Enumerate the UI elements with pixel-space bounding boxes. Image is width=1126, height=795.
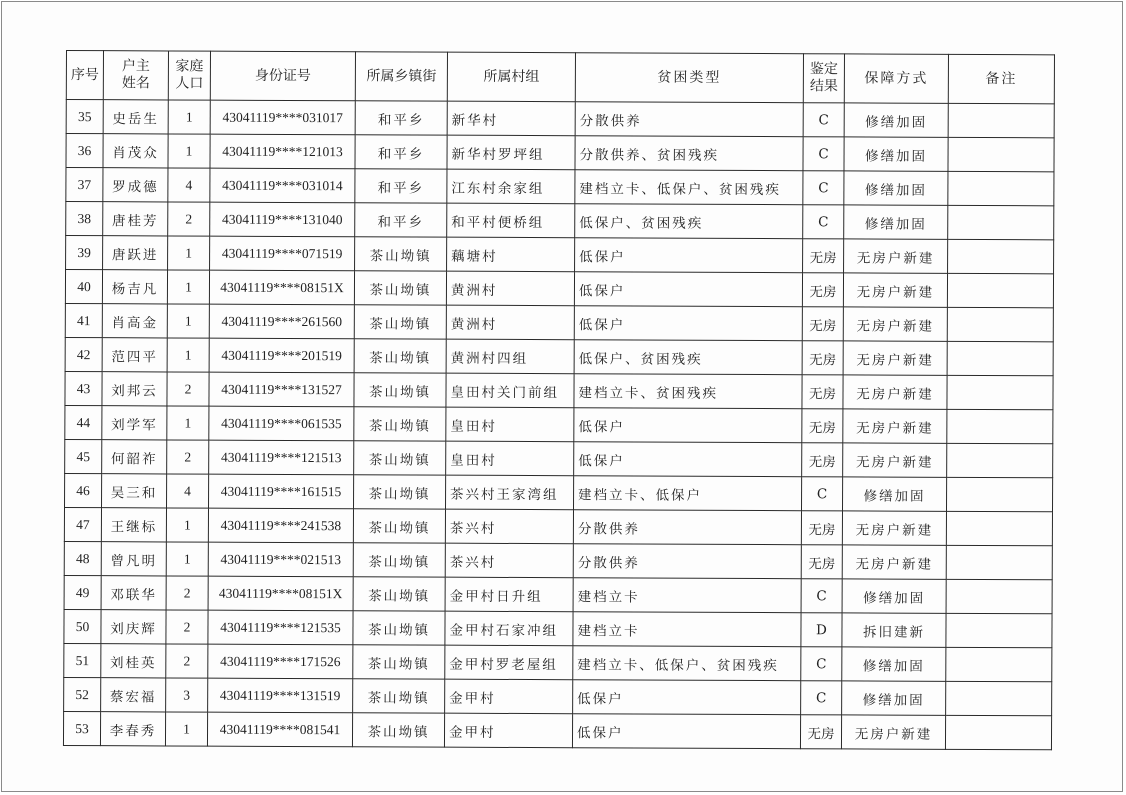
table-row bbox=[65, 303, 1053, 341]
cell-family: 1 bbox=[167, 406, 209, 440]
cell-town: 茶山坳镇 bbox=[353, 679, 445, 713]
cell-family: 1 bbox=[167, 304, 209, 338]
cell-method: 无房户新建 bbox=[844, 239, 948, 273]
cell-poverty: 低保户 bbox=[575, 238, 803, 273]
cell-remark bbox=[947, 341, 1053, 375]
cell-id: 43041119****161515 bbox=[209, 474, 354, 509]
cell-seq: 44 bbox=[65, 405, 102, 439]
cell-town: 茶山坳镇 bbox=[354, 407, 446, 441]
cell-method: 修缮加固 bbox=[844, 103, 948, 137]
cell-result: C bbox=[803, 205, 844, 239]
cell-family: 1 bbox=[166, 508, 208, 542]
cell-name: 刘学军 bbox=[102, 406, 167, 440]
cell-seq: 43 bbox=[65, 371, 102, 405]
cell-name: 王继标 bbox=[101, 508, 166, 542]
cell-result: C bbox=[801, 647, 842, 681]
cell-poverty: 建档立卡 bbox=[573, 612, 801, 647]
cell-town: 茶山坳镇 bbox=[353, 577, 445, 611]
cell-poverty: 低保户、贫困残疾 bbox=[574, 340, 802, 375]
cell-remark bbox=[945, 715, 1051, 749]
cell-town: 和平乡 bbox=[355, 135, 447, 169]
cell-town: 茶山坳镇 bbox=[354, 305, 446, 339]
cell-name: 史岳生 bbox=[103, 100, 168, 134]
cell-id: 43041119****131519 bbox=[208, 678, 353, 713]
header-poverty: 贫困类型 bbox=[575, 53, 803, 103]
cell-seq: 40 bbox=[65, 270, 102, 304]
header-family: 家庭 人口 bbox=[168, 51, 210, 100]
cell-method: 修缮加固 bbox=[842, 647, 946, 681]
cell-poverty: 低保户 bbox=[574, 272, 802, 307]
cell-town: 茶山坳镇 bbox=[354, 373, 446, 407]
cell-method: 无房户新建 bbox=[843, 273, 947, 307]
cell-family: 4 bbox=[167, 474, 209, 508]
cell-village: 金甲村罗老屋组 bbox=[445, 645, 573, 680]
cell-method: 无房户新建 bbox=[843, 443, 947, 477]
cell-poverty: 低保户 bbox=[573, 680, 801, 715]
table-row bbox=[64, 507, 1052, 545]
cell-town: 茶山坳镇 bbox=[355, 237, 447, 271]
header-method: 保障方式 bbox=[844, 54, 948, 103]
cell-id: 43041119****171526 bbox=[208, 644, 353, 679]
cell-name: 何韶祚 bbox=[102, 440, 167, 474]
cell-id: 43041119****08151X bbox=[208, 576, 353, 611]
cell-family: 1 bbox=[168, 134, 210, 168]
cell-name: 罗成德 bbox=[103, 168, 168, 202]
cell-id: 43041119****031017 bbox=[210, 100, 355, 135]
cell-village: 茶兴村 bbox=[445, 509, 573, 544]
cell-name: 邓联华 bbox=[101, 576, 166, 610]
cell-family: 2 bbox=[168, 202, 210, 236]
cell-method: 无房户新建 bbox=[842, 545, 946, 579]
cell-method: 修缮加固 bbox=[844, 171, 948, 205]
cell-seq: 39 bbox=[66, 236, 103, 270]
cell-name: 唐桂芳 bbox=[103, 202, 168, 236]
cell-family: 2 bbox=[167, 440, 209, 474]
cell-remark bbox=[948, 205, 1054, 239]
household-table bbox=[63, 50, 1055, 750]
cell-method: 修缮加固 bbox=[842, 477, 946, 511]
cell-name: 肖高金 bbox=[102, 304, 167, 338]
cell-result: 无房 bbox=[802, 375, 843, 409]
cell-poverty: 分散供养 bbox=[573, 544, 801, 579]
cell-remark bbox=[946, 613, 1052, 647]
table-row bbox=[65, 270, 1053, 308]
cell-id: 43041119****071519 bbox=[210, 236, 355, 271]
cell-seq: 41 bbox=[65, 303, 102, 337]
header-village: 所属村组 bbox=[447, 52, 575, 102]
cell-seq: 42 bbox=[65, 337, 102, 371]
cell-result: C bbox=[801, 579, 842, 613]
table-row bbox=[65, 337, 1053, 375]
cell-name: 蔡宏福 bbox=[101, 678, 166, 712]
cell-result: 无房 bbox=[802, 341, 843, 375]
table-row bbox=[64, 541, 1052, 579]
cell-poverty: 低保户 bbox=[574, 306, 802, 341]
cell-seq: 49 bbox=[64, 575, 101, 609]
cell-village: 黄洲村 bbox=[446, 271, 574, 306]
cell-seq: 53 bbox=[63, 711, 100, 745]
cell-town: 茶山坳镇 bbox=[354, 475, 446, 509]
cell-remark bbox=[946, 647, 1052, 681]
cell-method: 修缮加固 bbox=[842, 681, 946, 715]
cell-seq: 46 bbox=[65, 473, 102, 507]
cell-village: 茶兴村 bbox=[445, 543, 573, 578]
cell-name: 肖茂众 bbox=[103, 134, 168, 168]
cell-village: 江东村余家组 bbox=[447, 169, 575, 204]
header-seq: 序号 bbox=[66, 51, 103, 100]
cell-seq: 51 bbox=[64, 643, 101, 677]
cell-town: 茶山坳镇 bbox=[354, 271, 446, 305]
cell-village: 皇田村 bbox=[446, 441, 574, 476]
cell-village: 皇田村关门前组 bbox=[446, 373, 574, 408]
cell-result: C bbox=[801, 477, 842, 511]
cell-remark bbox=[948, 103, 1054, 137]
cell-id: 43041119****131040 bbox=[210, 202, 355, 237]
cell-result: 无房 bbox=[802, 443, 843, 477]
cell-id: 43041119****031014 bbox=[210, 168, 355, 203]
table-row bbox=[66, 168, 1054, 206]
table-row bbox=[66, 236, 1054, 274]
cell-remark bbox=[947, 409, 1053, 443]
cell-result: C bbox=[803, 137, 844, 171]
cell-village: 金甲村 bbox=[444, 713, 572, 748]
cell-result: C bbox=[803, 171, 844, 205]
cell-method: 修缮加固 bbox=[844, 205, 948, 239]
cell-family: 2 bbox=[166, 576, 208, 610]
cell-poverty: 低保户、贫困残疾 bbox=[575, 204, 803, 239]
cell-result: C bbox=[803, 103, 844, 137]
cell-seq: 48 bbox=[64, 541, 101, 575]
cell-result: 无房 bbox=[801, 545, 842, 579]
cell-seq: 47 bbox=[64, 507, 101, 541]
cell-result: 无房 bbox=[803, 239, 844, 273]
table-row bbox=[64, 575, 1052, 613]
cell-village: 新华村 bbox=[447, 101, 575, 136]
cell-id: 43041119****081541 bbox=[207, 712, 352, 747]
document-page bbox=[1, 1, 1123, 792]
cell-seq: 45 bbox=[65, 439, 102, 473]
header-result: 鉴定 结果 bbox=[803, 54, 844, 103]
cell-name: 范四平 bbox=[102, 338, 167, 372]
cell-village: 和平村便桥组 bbox=[447, 203, 575, 238]
cell-family: 1 bbox=[167, 338, 209, 372]
cell-poverty: 分散供养 bbox=[575, 102, 803, 137]
cell-town: 茶山坳镇 bbox=[354, 339, 446, 373]
table-header-row bbox=[66, 51, 1054, 104]
cell-town: 茶山坳镇 bbox=[352, 713, 444, 747]
cell-seq: 36 bbox=[66, 134, 103, 168]
cell-name: 李春秀 bbox=[100, 712, 165, 746]
cell-method: 无房户新建 bbox=[843, 375, 947, 409]
cell-family: 4 bbox=[168, 168, 210, 202]
table-row bbox=[64, 643, 1052, 681]
cell-village: 皇田村 bbox=[446, 407, 574, 442]
cell-poverty: 建档立卡、低保户、贫困残疾 bbox=[575, 170, 803, 205]
cell-town: 茶山坳镇 bbox=[353, 645, 445, 679]
cell-village: 新华村罗坪组 bbox=[447, 135, 575, 170]
cell-method: 修缮加固 bbox=[844, 137, 948, 171]
table-row bbox=[64, 609, 1052, 647]
cell-family: 2 bbox=[166, 644, 208, 678]
cell-poverty: 低保户 bbox=[574, 442, 802, 477]
table-row bbox=[65, 473, 1053, 511]
cell-village: 金甲村日升组 bbox=[445, 577, 573, 612]
cell-family: 3 bbox=[166, 678, 208, 712]
table-row bbox=[65, 439, 1053, 477]
cell-remark bbox=[947, 273, 1053, 307]
cell-poverty: 低保户 bbox=[572, 714, 800, 749]
table-row bbox=[65, 405, 1053, 443]
header-name: 户主 姓名 bbox=[103, 51, 168, 100]
cell-town: 茶山坳镇 bbox=[353, 611, 445, 645]
cell-town: 茶山坳镇 bbox=[353, 509, 445, 543]
cell-family: 1 bbox=[167, 270, 209, 304]
table-row bbox=[63, 711, 1051, 749]
cell-id: 43041119****131527 bbox=[209, 372, 354, 407]
cell-village: 藕塘村 bbox=[447, 237, 575, 272]
cell-result: C bbox=[801, 681, 842, 715]
cell-name: 吴三和 bbox=[102, 474, 167, 508]
cell-result: 无房 bbox=[800, 715, 841, 749]
cell-name: 刘庆辉 bbox=[101, 610, 166, 644]
cell-family: 1 bbox=[166, 542, 208, 576]
cell-id: 43041119****08151X bbox=[209, 270, 354, 305]
cell-family: 1 bbox=[168, 236, 210, 270]
cell-family: 1 bbox=[168, 100, 210, 134]
cell-poverty: 分散供养 bbox=[573, 510, 801, 545]
cell-seq: 37 bbox=[66, 168, 103, 202]
table-row bbox=[66, 202, 1054, 240]
cell-method: 无房户新建 bbox=[843, 341, 947, 375]
cell-method: 修缮加固 bbox=[842, 579, 946, 613]
cell-town: 和平乡 bbox=[355, 169, 447, 203]
cell-remark bbox=[948, 137, 1054, 171]
cell-method: 拆旧建新 bbox=[842, 613, 946, 647]
cell-method: 无房户新建 bbox=[842, 511, 946, 545]
cell-remark bbox=[946, 681, 1052, 715]
cell-village: 黄洲村四组 bbox=[446, 339, 574, 374]
cell-remark bbox=[947, 307, 1053, 341]
cell-town: 茶山坳镇 bbox=[354, 441, 446, 475]
cell-remark bbox=[947, 443, 1053, 477]
cell-seq: 50 bbox=[64, 609, 101, 643]
header-town: 所属乡镇街 bbox=[355, 52, 447, 101]
cell-remark bbox=[946, 545, 1052, 579]
cell-poverty: 建档立卡、低保户 bbox=[573, 476, 801, 511]
cell-result: 无房 bbox=[802, 307, 843, 341]
cell-poverty: 建档立卡、低保户、贫困残疾 bbox=[573, 646, 801, 681]
cell-result: 无房 bbox=[801, 511, 842, 545]
cell-village: 金甲村 bbox=[445, 679, 573, 714]
cell-id: 43041119****061535 bbox=[209, 406, 354, 441]
cell-family: 1 bbox=[165, 712, 207, 746]
cell-village: 黄洲村 bbox=[446, 305, 574, 340]
cell-town: 和平乡 bbox=[355, 101, 447, 135]
cell-id: 43041119****021513 bbox=[208, 542, 353, 577]
cell-seq: 52 bbox=[64, 677, 101, 711]
cell-remark bbox=[948, 239, 1054, 273]
cell-id: 43041119****121513 bbox=[209, 440, 354, 475]
cell-name: 曾凡明 bbox=[101, 542, 166, 576]
header-id: 身份证号 bbox=[210, 51, 355, 101]
table-row bbox=[64, 677, 1052, 715]
cell-result: 无房 bbox=[802, 273, 843, 307]
cell-remark bbox=[947, 375, 1053, 409]
cell-id: 43041119****201519 bbox=[209, 338, 354, 373]
cell-name: 刘邦云 bbox=[102, 372, 167, 406]
header-remark: 备注 bbox=[948, 54, 1054, 103]
table-row bbox=[66, 100, 1054, 138]
cell-id: 43041119****121535 bbox=[208, 610, 353, 645]
cell-town: 和平乡 bbox=[355, 203, 447, 237]
cell-village: 茶兴村王家湾组 bbox=[446, 475, 574, 510]
cell-name: 唐跃进 bbox=[103, 236, 168, 270]
cell-result: 无房 bbox=[802, 409, 843, 443]
table-row bbox=[65, 371, 1053, 409]
cell-family: 2 bbox=[167, 372, 209, 406]
cell-remark bbox=[948, 171, 1054, 205]
cell-town: 茶山坳镇 bbox=[353, 543, 445, 577]
cell-method: 无房户新建 bbox=[843, 307, 947, 341]
table-row bbox=[66, 134, 1054, 172]
cell-id: 43041119****241538 bbox=[208, 508, 353, 543]
cell-remark bbox=[946, 511, 1052, 545]
cell-seq: 38 bbox=[66, 202, 103, 236]
cell-poverty: 建档立卡、贫困残疾 bbox=[574, 374, 802, 409]
cell-result: D bbox=[801, 613, 842, 647]
cell-poverty: 分散供养、贫困残疾 bbox=[575, 136, 803, 171]
cell-name: 刘桂英 bbox=[101, 644, 166, 678]
cell-id: 43041119****261560 bbox=[209, 304, 354, 339]
cell-remark bbox=[946, 477, 1052, 511]
cell-method: 无房户新建 bbox=[841, 715, 945, 749]
cell-village: 金甲村石家冲组 bbox=[445, 611, 573, 646]
cell-id: 43041119****121013 bbox=[210, 134, 355, 169]
cell-name: 杨吉凡 bbox=[102, 270, 167, 304]
cell-remark bbox=[946, 579, 1052, 613]
cell-family: 2 bbox=[166, 610, 208, 644]
cell-poverty: 建档立卡 bbox=[573, 578, 801, 613]
cell-method: 无房户新建 bbox=[843, 409, 947, 443]
cell-poverty: 低保户 bbox=[574, 408, 802, 443]
cell-seq: 35 bbox=[66, 100, 103, 134]
